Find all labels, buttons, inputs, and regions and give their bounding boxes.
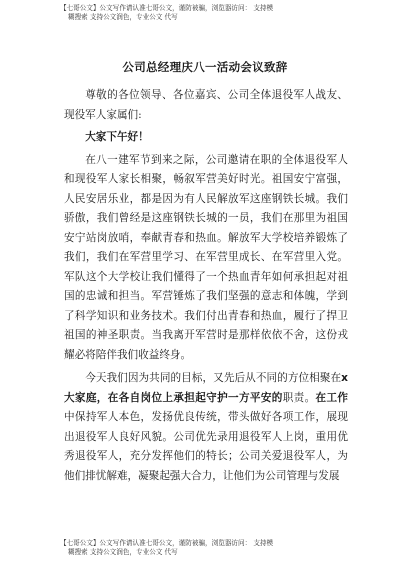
paragraph-2-bold-a: x 大家庭，在各自岗位上承担起守护一方平安的 [64, 372, 348, 404]
paragraph-2 [64, 369, 348, 486]
paragraph-2-text-a: 今天我们因为共同的目标，又先后从不同的方位相聚在 [85, 372, 342, 384]
document-title: 公司总经理庆八一活动会议致辞 [122, 60, 288, 74]
page-footer [60, 539, 360, 557]
paragraph-2-bold-b: 在工作 [315, 391, 349, 404]
paragraph-1: 在八一建军节到来之际，公司邀请在职的全体退役军人和现役军人家长相聚，畅叙军营美好时光。祖国安宁富强，人民安居乐业，都是因为有人民解放军这座钢铁长城。我们骄傲，我们曾经是这座钢铁长城的一员，我们在那里为祖国安宁站岗放哨，奉献青春和热血。解放军大学校培养锻炼了我们，我们在军营里学习、在军营里成长、在军营里入党。军队这个大学校让我们懂得了一个热血青年如何承担起对祖国的忠诚和担当。军营锤炼了我们坚强的意志和体魄，学到了科学知识和业务技术。我们付出青春和热血，履行了捍卫祖国的神圣职责。当我离开军营时是那样依依不舍，这份戎耀必将陪伴我们收益终身。 [64, 153, 348, 361]
paragraph-2-text-b: 职责。 [282, 391, 316, 404]
header-line-1: 【七哥公文】公文写作请认准七哥公文，谨防被骗，浏览器访问： 支持模 [60, 4, 274, 12]
salutation: 尊敬的各位领导、各位嘉宾、公司全体退役军人战友、现役军人家属们: [64, 89, 348, 121]
footer-line-1: 【七哥公文】公文写作请认准七哥公文，谨防被骗，浏览器访问： 支持模 [60, 539, 274, 547]
paragraph-2-text-c: 中保持军人本色，发扬优良传统，带头做好各项工作，展现 出退役军人良好风貌。公司优先录用退役军人上岗，重用优 秀退役军人，充分发挥他们的特长；公司关爱退役军人，为 他们排忧解难，凝聚起强大合力，让他们为公司管理与发展 [64, 411, 348, 482]
greeting: 大家下午好！ [85, 131, 149, 143]
header-line-2: 糊搜索 支持公文润色，专业公文 代写 [68, 13, 178, 21]
document-body [64, 86, 348, 486]
footer-line-2: 糊搜索 支持公文润色，专业公文 代写 [68, 548, 178, 556]
page-header [60, 4, 360, 22]
